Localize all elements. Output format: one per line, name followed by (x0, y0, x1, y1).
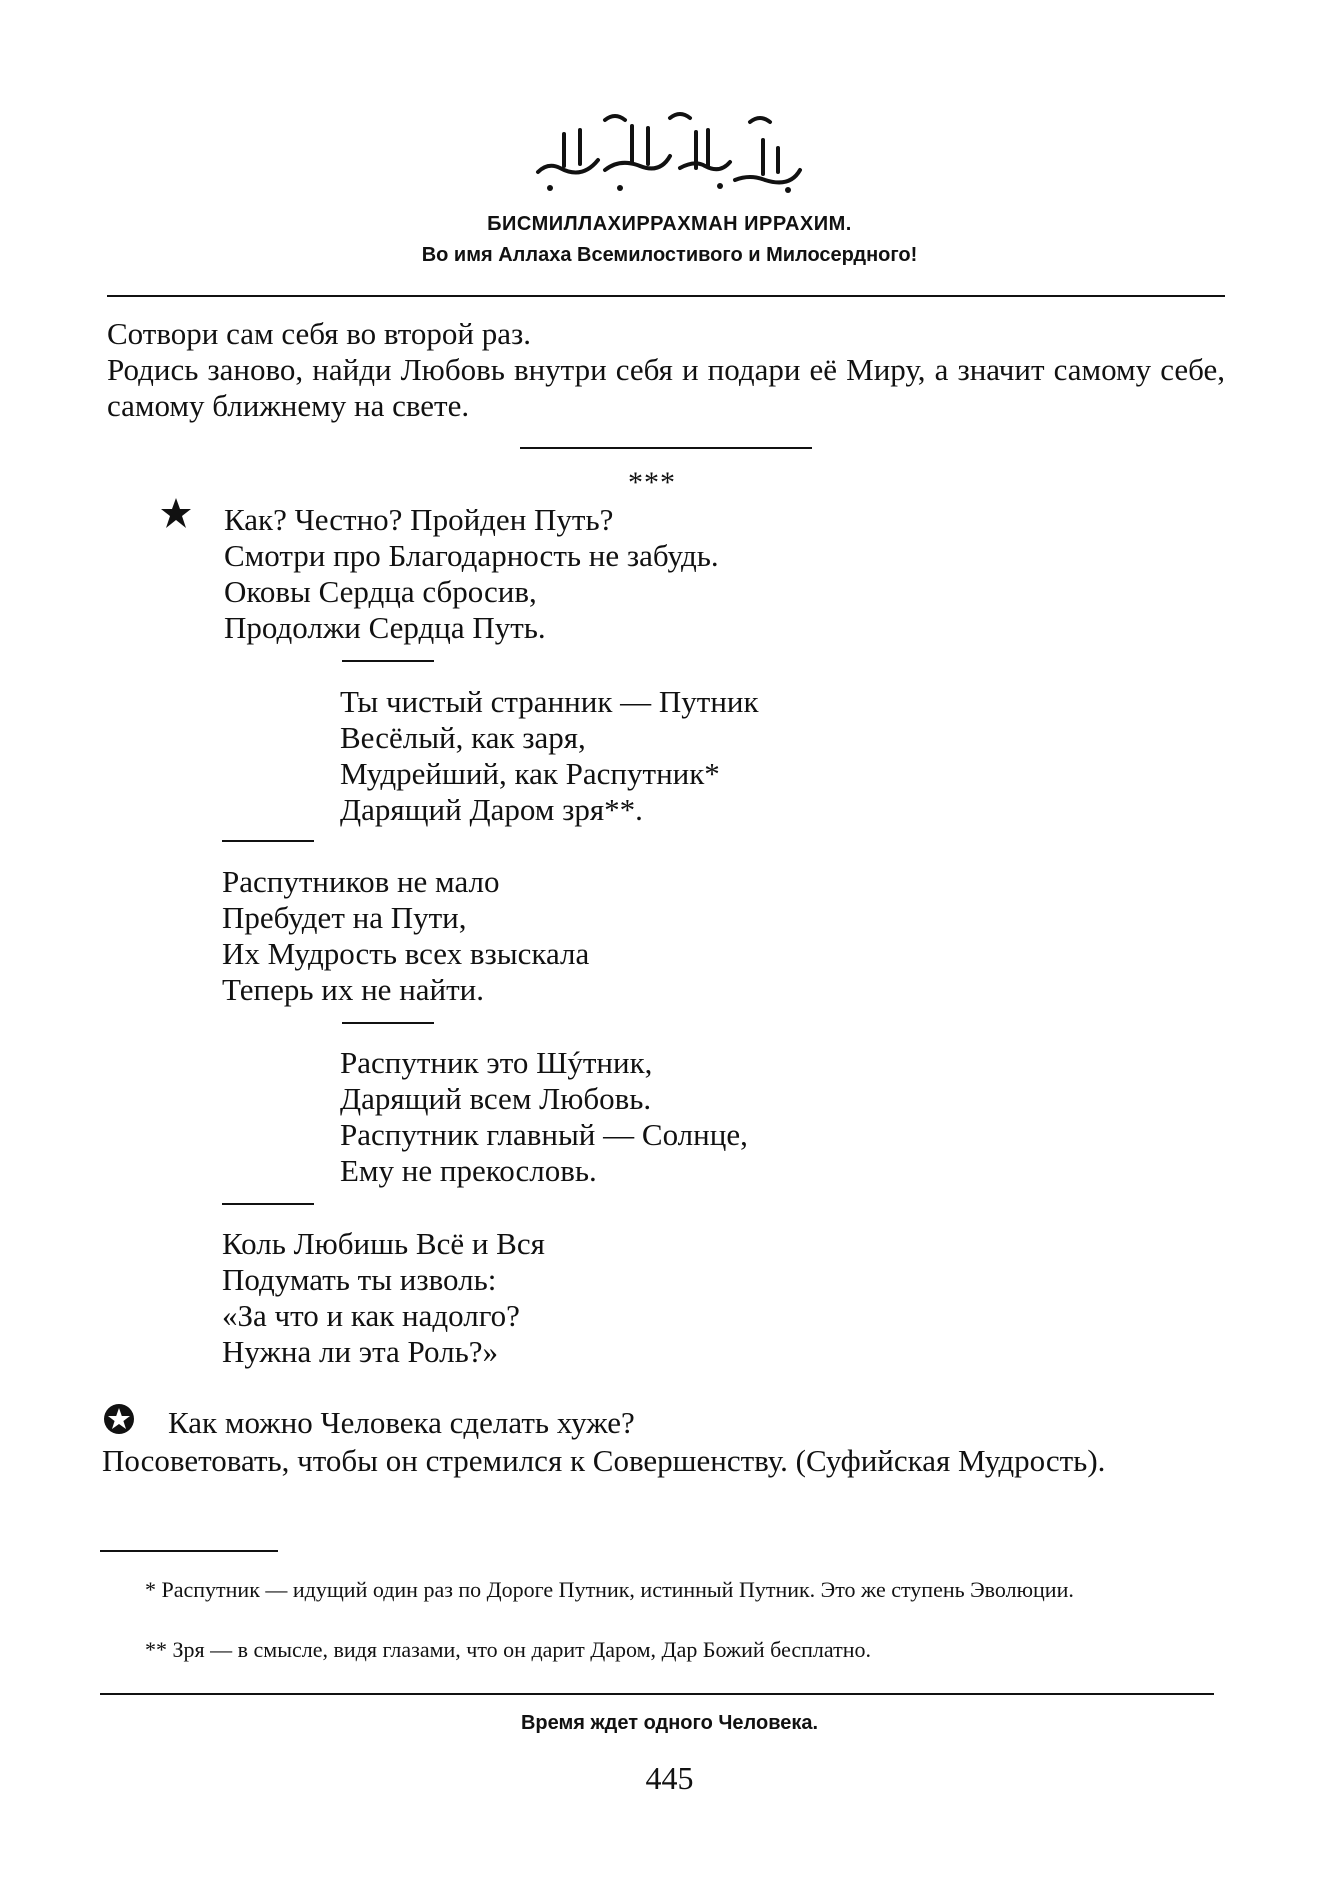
footnote-divider (100, 1550, 278, 1552)
poem-line: «За что и как надолго? (222, 1298, 520, 1333)
stanza-1 (224, 502, 719, 646)
poem-line: Распутников не мало (222, 864, 500, 899)
poem-line: Смотри про Благодарность не забудь. (224, 538, 719, 573)
stanza-5 (222, 1226, 545, 1370)
poem-line: Дарящий Даром зря**. (340, 792, 643, 827)
intro-line-2: Родись заново, найди Любовь внутри себя и подари её Миру, а значит самому себе, самому ближнему на свете. (107, 352, 1225, 423)
stanza-4 (340, 1045, 748, 1189)
arabic-calligraphy-icon (520, 100, 820, 200)
footnote-2: ** Зря — в смысле, видя глазами, что он дарит Даром, Дар Божий бесплатно. (145, 1637, 871, 1662)
footer-motto: Время ждет одного Человека. (520, 1712, 819, 1734)
wisdom-answer: Посоветовать, чтобы он стремился к Совершенству. (Суфийская Мудрость). (102, 1443, 1106, 1478)
bismillah-calligraphy (0, 100, 1339, 205)
stanza-divider (222, 840, 314, 842)
poem-line: Весёлый, как заря, (340, 720, 586, 755)
header-divider (107, 295, 1225, 297)
poem-line: Подумать ты изволь: (222, 1262, 497, 1297)
footer-divider (100, 1693, 1214, 1695)
page-number: 445 (645, 1760, 694, 1796)
stanza-divider (222, 1203, 314, 1205)
stanza-3 (222, 864, 589, 1008)
poem-line: Распутник это Шýтник, (340, 1045, 653, 1080)
intro-line-1: Сотвори сам себя во второй раз. (107, 316, 532, 351)
poem-line: Теперь их не найти. (222, 972, 485, 1007)
poem-line: Пребудет на Пути, (222, 900, 467, 935)
circled-star-icon (102, 1402, 136, 1441)
star-icon (160, 497, 192, 534)
poem-line: Коль Любишь Всё и Вся (222, 1226, 545, 1261)
poem-line: Дарящий всем Любовь. (340, 1081, 652, 1116)
poem-line: Продолжи Сердца Путь. (224, 610, 546, 645)
wisdom-question: Как можно Человека сделать хуже? (168, 1405, 635, 1440)
header-subtitle: Во имя Аллаха Всемилостивого и Милосердного! (421, 244, 918, 266)
stanza-2 (340, 684, 759, 828)
poem-line: Их Мудрость всех взыскала (222, 936, 590, 971)
footnote-1: * Распутник — идущий один раз по Дороге Путник, истинный Путник. Это же ступень Эволюции. (145, 1577, 1074, 1602)
stanza-divider (342, 1022, 434, 1024)
intro-divider (520, 447, 812, 449)
section-stars: *** (628, 466, 676, 499)
poem-line: Ему не прекословь. (340, 1153, 597, 1188)
poem-line: Ты чистый странник — Путник (340, 684, 759, 719)
poem-line: Распутник главный — Солнце, (340, 1117, 748, 1152)
poem-line: Как? Честно? Пройден Путь? (224, 502, 614, 537)
stanza-divider (342, 660, 434, 662)
poem-line: Мудрейший, как Распутник* (340, 756, 720, 791)
poem-line: Оковы Сердца сбросив, (224, 574, 537, 609)
header-title: БИСМИЛЛАХИРРАХМАН ИРРАХИМ. (487, 213, 852, 235)
poem-line: Нужна ли эта Роль?» (222, 1334, 498, 1369)
